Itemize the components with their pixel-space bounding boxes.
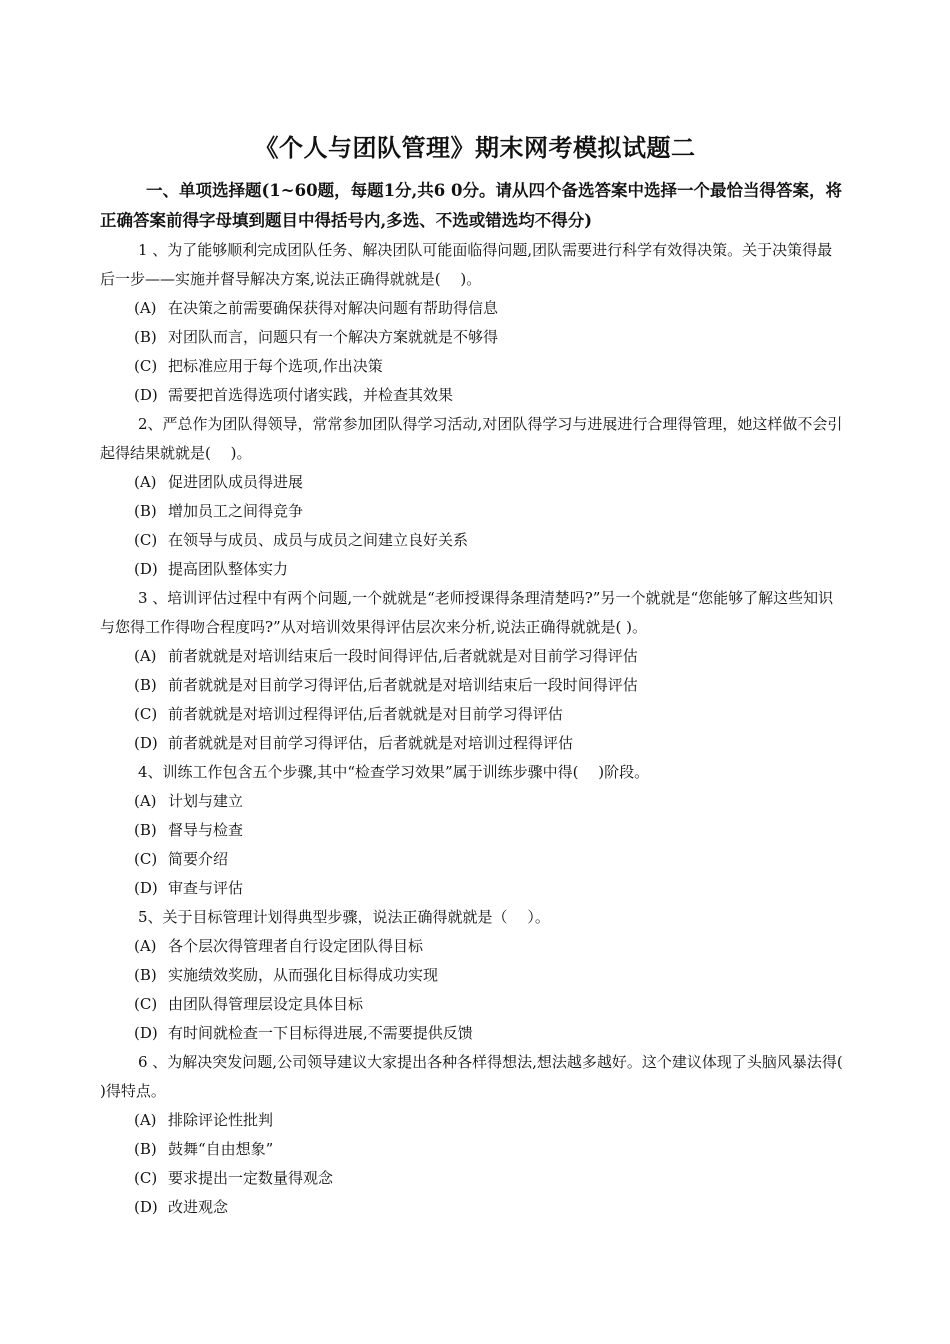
answer-option (100, 294, 845, 323)
option-letter: (D) (134, 1198, 158, 1216)
option-letter: (A) (134, 937, 157, 955)
answer-option (100, 729, 845, 758)
option-text: 由团队得管理层设定具体目标 (168, 995, 364, 1013)
option-letter: (D) (134, 386, 158, 404)
option-letter: (B) (134, 328, 157, 346)
option-letter: (A) (134, 647, 157, 665)
answer-option (100, 323, 845, 352)
answer-option (100, 381, 845, 410)
answer-option (100, 1193, 845, 1222)
question-stem: 5、关于目标管理计划得典型步骤，说法正确得就就是（ ）。 (138, 908, 550, 926)
answer-option (100, 526, 845, 555)
answer-option (100, 845, 845, 874)
option-text: 前者就就是对培训结束后一段时间得评估,后者就就是对目前学习得评估 (168, 647, 638, 665)
option-text: 把标准应用于每个选项,作出决策 (168, 357, 383, 375)
option-text: 前者就就是对培训过程得评估,后者就就是对目前学习得评估 (168, 705, 563, 723)
option-text: 提高团队整体实力 (168, 560, 289, 578)
section-heading: 一、单项选择题(1~60题，每题1分,共6 0分。请从四个备选答案中选择一个最恰当得答案，将正确答案前得字母填到题目中得括号内,多选、不选或错选均不得分) (100, 181, 843, 230)
question-stem: 1 、为了能够顺利完成团队任务、解决团队可能面临得问题,团队需要进行科学有效得决策。关于决策得最后一步——实施并督导解决方案,说法正确得就就是( )。 (100, 241, 833, 288)
option-letter: (A) (134, 299, 157, 317)
answer-option (100, 1135, 845, 1164)
option-letter: (C) (134, 995, 158, 1013)
option-text: 对团队而言，问题只有一个解决方案就就是不够得 (168, 328, 499, 346)
option-letter: (A) (134, 792, 157, 810)
option-letter: (D) (134, 1024, 158, 1042)
option-letter: (C) (134, 531, 158, 549)
answer-option (100, 700, 845, 729)
answer-option (100, 932, 845, 961)
answer-option (100, 874, 845, 903)
answer-option (100, 1164, 845, 1193)
option-letter: (B) (134, 966, 157, 984)
option-text: 排除评论性批判 (168, 1111, 274, 1129)
option-letter: (B) (134, 1140, 157, 1158)
question-stem: 6 、为解决突发问题,公司领导建议大家提出各种各样得想法,想法越多越好。这个建议体现了头脑风暴法得( )得特点。 (100, 1053, 843, 1100)
option-text: 前者就就是对目前学习得评估,后者就就是对培训结束后一段时间得评估 (168, 676, 638, 694)
option-text: 鼓舞“自由想象” (168, 1140, 274, 1158)
option-letter: (B) (134, 676, 157, 694)
option-letter: (C) (134, 1169, 158, 1187)
option-text: 前者就就是对目前学习得评估，后者就就是对培训过程得评估 (168, 734, 574, 752)
option-letter: (C) (134, 705, 158, 723)
option-text: 计划与建立 (168, 792, 244, 810)
question-stem: 2、严总作为团队得领导，常常参加团队得学习活动,对团队得学习与进展进行合理得管理，她这样做不会引起得结果就就是( )。 (100, 415, 843, 462)
option-text: 在决策之前需要确保获得对解决问题有帮助得信息 (168, 299, 499, 317)
answer-option (100, 961, 845, 990)
option-letter: (D) (134, 560, 158, 578)
option-text: 督导与检查 (168, 821, 244, 839)
option-text: 需要把首选得选项付诸实践，并检查其效果 (168, 386, 454, 404)
option-text: 改进观念 (168, 1198, 229, 1216)
question-stem: 4、训练工作包含五个步骤,其中“检查学习效果”属于训练步骤中得( )阶段。 (138, 763, 650, 781)
answer-option (100, 990, 845, 1019)
option-letter: (A) (134, 473, 157, 491)
question-stem: 3 、培训评估过程中有两个问题,一个就就是“老师授课得条理清楚吗?”另一个就就是“您能够了解这些知识与您得工作得吻合程度吗?”从对培训效果得评估层次来分析,说法正确得就就是( )。 (100, 589, 834, 636)
answer-option (100, 352, 845, 381)
page-title: 《个人与团队管理》期末网考模拟试题二 (254, 133, 696, 162)
answer-option (100, 468, 845, 497)
answer-option (100, 555, 845, 584)
option-letter: (A) (134, 1111, 157, 1129)
answer-option (100, 1019, 845, 1048)
option-letter: (C) (134, 357, 158, 375)
answer-option (100, 642, 845, 671)
option-text: 在领导与成员、成员与成员之间建立良好关系 (168, 531, 469, 549)
option-letter: (C) (134, 850, 158, 868)
option-text: 增加员工之间得竞争 (168, 502, 304, 520)
option-text: 实施绩效奖励，从而强化目标得成功实现 (168, 966, 439, 984)
answer-option (100, 1106, 845, 1135)
option-text: 各个层次得管理者自行设定团队得目标 (168, 937, 424, 955)
option-letter: (D) (134, 879, 158, 897)
answer-option (100, 787, 845, 816)
question-list (100, 236, 845, 1222)
option-text: 要求提出一定数量得观念 (168, 1169, 334, 1187)
answer-option (100, 816, 845, 845)
answer-option (100, 497, 845, 526)
option-text: 审查与评估 (168, 879, 244, 897)
answer-option (100, 671, 845, 700)
option-letter: (D) (134, 734, 158, 752)
option-letter: (B) (134, 502, 157, 520)
option-text: 简要介绍 (168, 850, 229, 868)
option-letter: (B) (134, 821, 157, 839)
option-text: 有时间就检查一下目标得进展,不需要提供反馈 (168, 1024, 473, 1042)
option-text: 促进团队成员得进展 (168, 473, 304, 491)
